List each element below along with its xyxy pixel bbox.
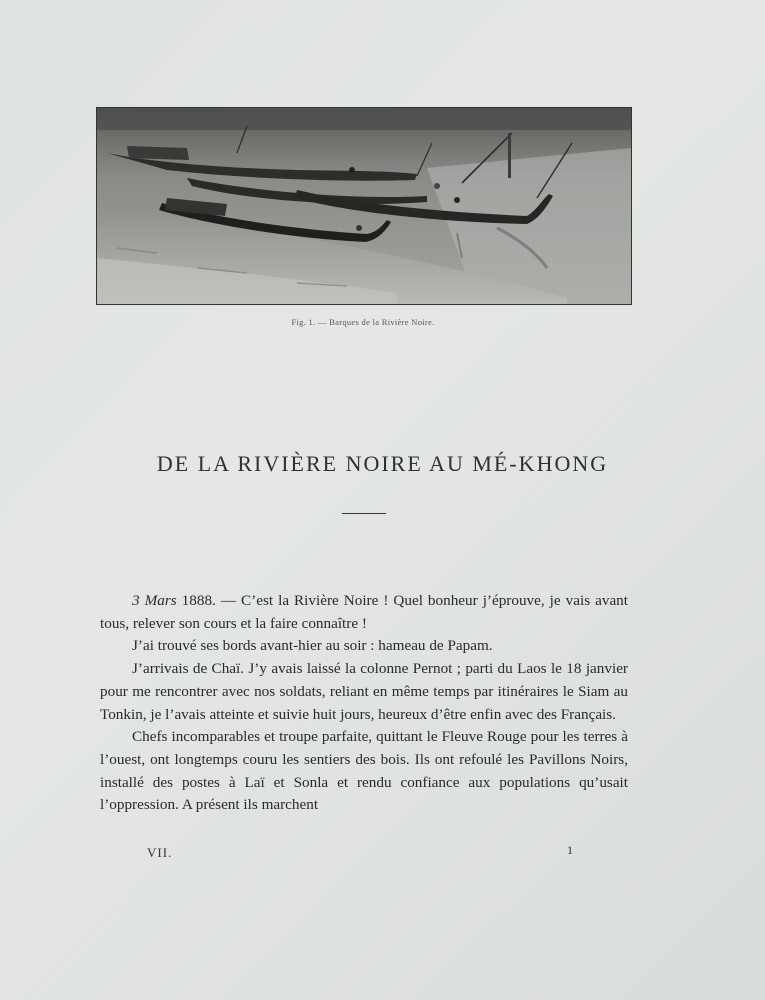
paragraph: J’ai trouvé ses bords avant-hier au soir : hameau de Papam.: [132, 637, 493, 655]
chapter-body: [100, 590, 628, 817]
paragraph: [100, 590, 628, 635]
entry-date: 3 Mars: [132, 592, 177, 609]
paragraph: J’arrivais de Chaï. J’y avais laissé la colonne Pernot ; parti du Laos le 18 janvier pour me rencontrer avec nos soldats, reliant en même temps par itinéraires le Siam au Tonkin, je l’avais atteinte et suivie huit jours, heureux d’être enfin avec des Français.: [100, 660, 628, 723]
paragraph-text: 1888. — C’est la Rivière Noire ! Quel bonheur j’éprouve, je vais avant tous, relever son cours et la faire connaître !: [100, 592, 628, 632]
signature-mark: VII.: [147, 845, 173, 860]
figure-caption: Fig. 1. — Barques de la Rivière Noire.: [291, 317, 435, 327]
page-number: 1: [567, 843, 573, 857]
boats-photograph: [96, 107, 632, 305]
paragraph: Chefs incomparables et troupe parfaite, quittant le Fleuve Rouge pour les terres à l’ouest, ont longtemps couru les sentiers des bois. Ils ont refoulé les Pavillons Noirs, installé des postes à Laï et Sonla et rendu confiance aux populations qu’usait l’oppression. A présent ils marchent: [100, 728, 628, 814]
title-divider: [342, 513, 386, 514]
boats-photo-image: [97, 108, 631, 304]
chapter-title: DE LA RIVIÈRE NOIRE AU MÉ-KHONG: [156, 451, 609, 476]
